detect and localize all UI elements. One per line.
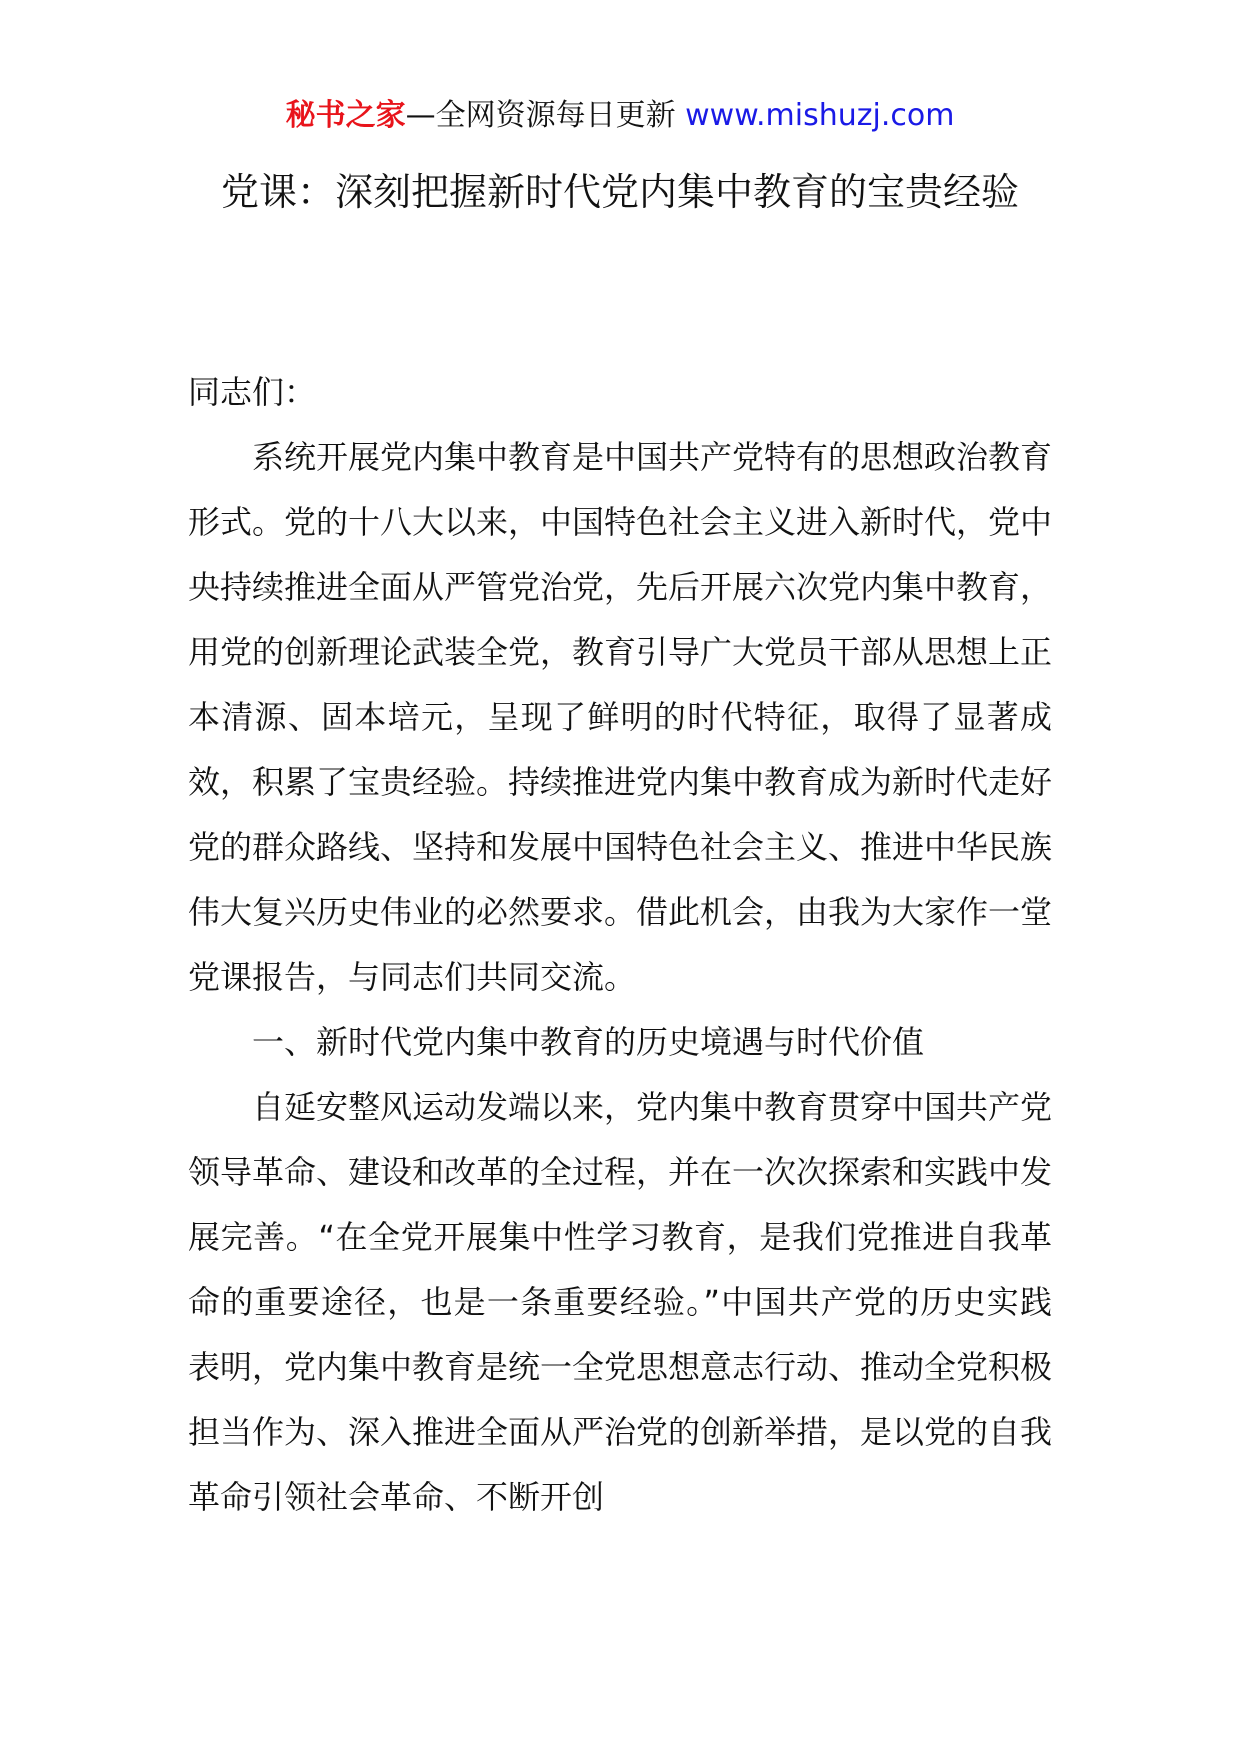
document-title: 党课：深刻把握新时代党内集中教育的宝贵经验 (220, 170, 1019, 214)
site-tagline: —全网资源每日更新 (405, 98, 686, 133)
salutation: 同志们： (188, 373, 317, 411)
body-paragraph: 系统开展党内集中教育是中国共产党特有的思想政治教育形式。党的十八大以来，中国特色社会主义进入新时代，党中央持续推进全面从严管党治党，先后开展六次党内集中教育，用党的创新理论武装全党，教育引导广大党员干部从思想上正本清源、固本培元，呈现了鲜明的时代特征，取得了显著成效，积累了宝贵经验。持续推进党内集中教育成为新时代走好党的群众路线、坚持和发展中国特色社会主义、推进中华民族伟大复兴历史伟业的必然要求。借此机会，由我为大家作一堂党课报告，与同志们共同交流。 (188, 438, 1053, 996)
body-paragraph: 自延安整风运动发端以来，党内集中教育贯穿中国共产党领导革命、建设和改革的全过程，并在一次次探索和实践中发展完善。“在全党开展集中性学习教育，是我们党推进自我革命的重要途径，也是一条重要经验。”中国共产党的历史实践表明，党内集中教育是统一全党思想意志行动、推动全党积极担当作为、深入推进全面从严治党的创新举措，是以党的自我革命引领社会革命、不断开创 (188, 1088, 1053, 1516)
section-heading: 一、新时代党内集中教育的历史境遇与时代价值 (252, 1023, 925, 1061)
document-body (188, 360, 1052, 1530)
site-brand: 秘书之家 (285, 98, 406, 133)
site-url-link[interactable]: www.mishuzj.com (685, 98, 955, 133)
site-header (0, 96, 1240, 136)
